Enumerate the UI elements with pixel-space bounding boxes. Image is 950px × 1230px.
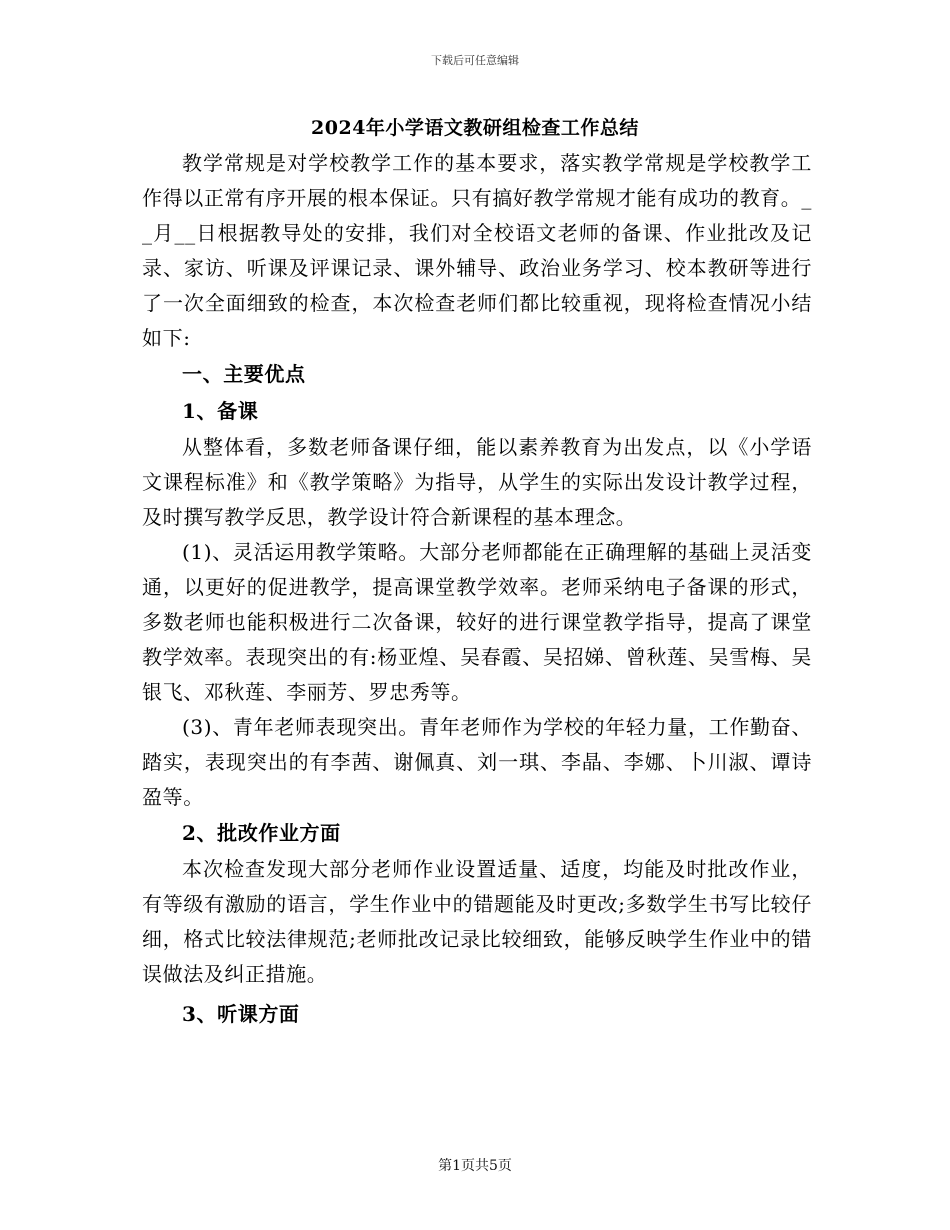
document-body bbox=[142, 146, 812, 1033]
document-title: 2024年小学语文教研组检查工作总结 bbox=[311, 117, 639, 139]
subsection-heading-lesson-prep: 1、备课 bbox=[182, 399, 259, 423]
intro-paragraph: 教学常规是对学校教学工作的基本要求，落实教学常规是学校教学工作得以正常有序开展的根本保证。只有搞好教学常规才能有成功的教育。__月__日根据教导处的安排，我们对全校语文老师的备课、作业批改及记录、家访、听课及评课记录、课外辅导、政治业务学习、校本教研等进行了一次全面细致的检查，本次检查老师们都比较重视，现将检查情况小结如下: bbox=[142, 151, 812, 350]
lesson-prep-paragraph-3: (3)、青年老师表现突出。青年老师作为学校的年轻力量，工作勤奋、踏实，表现突出的有李茜、谢佩真、刘一琪、李晶、李娜、卜川淑、谭诗盈等。 bbox=[142, 715, 812, 809]
section-heading-main-strengths: 一、主要优点 bbox=[182, 362, 306, 386]
lesson-prep-paragraph-1: 从整体看，多数老师备课仔细，能以素养教育为出发点，以《小学语文课程标准》和《教学策略》为指导，从学生的实际出发设计教学过程，及时撰写教学反思，教学设计符合新课程的基本理念。 bbox=[142, 435, 812, 529]
page-indicator: 第1页共5页 bbox=[438, 1158, 512, 1174]
subsection-heading-lesson-observation: 3、听课方面 bbox=[182, 1002, 300, 1026]
subsection-heading-homework-grading: 2、批改作业方面 bbox=[182, 821, 341, 845]
page-header-note: 下载后可任意编辑 bbox=[431, 54, 519, 67]
homework-grading-paragraph: 本次检查发现大部分老师作业设置适量、适度，均能及时批改作业，有等级有激励的语言，学生作业中的错题能及时更改;多数学生书写比较仔细，格式比较法律规范;老师批改记录比较细致，能够反映学生作业中的错误做法及纠正措施。 bbox=[142, 857, 812, 986]
lesson-prep-paragraph-2: (1)、灵活运用教学策略。大部分老师都能在正确理解的基础上灵活变通，以更好的促进教学，提高课堂教学效率。老师采纳电子备课的形式，多数老师也能积极进行二次备课，较好的进行课堂教学指导，提高了课堂教学效率。表现突出的有:杨亚煌、吴春霞、吴招娣、曾秋莲、吴雪梅、吴银飞、邓秋莲、李丽芳、罗忠秀等。 bbox=[142, 540, 812, 704]
